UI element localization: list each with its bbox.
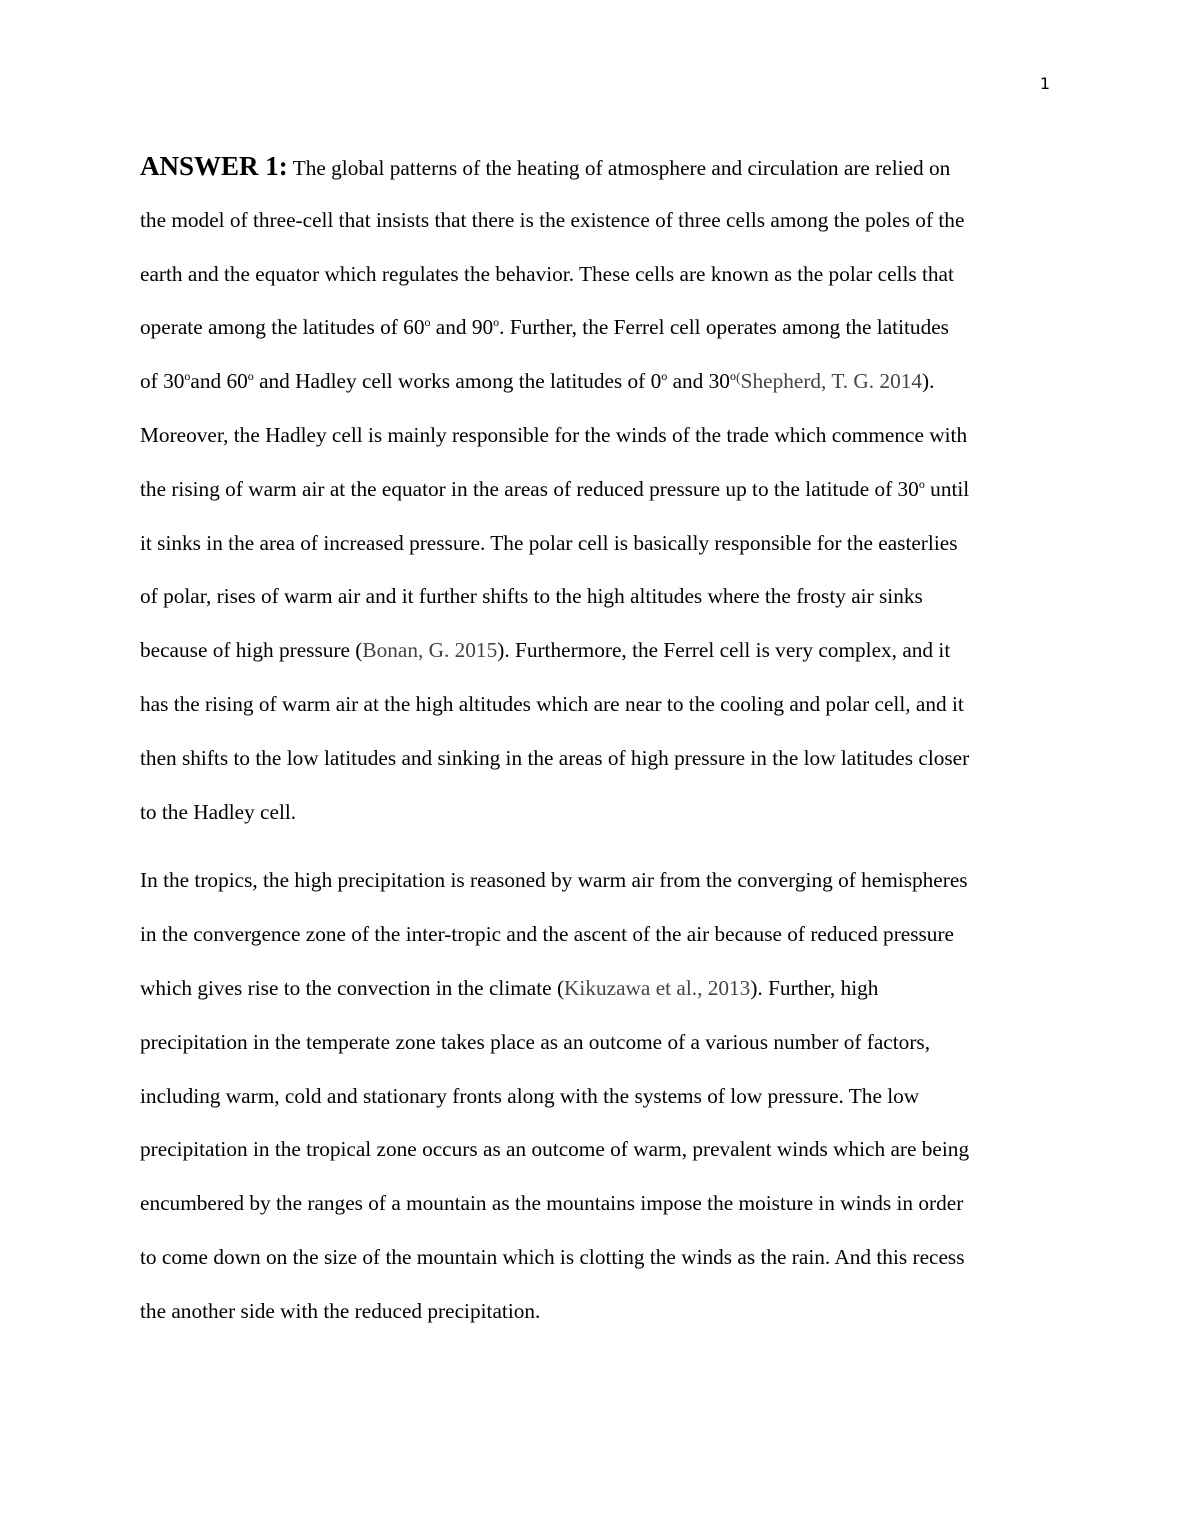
text-line: Moreover, the Hadley cell is mainly responsible for the winds of the trade which commence with bbox=[140, 422, 968, 447]
text-run: operate among the latitudes of 60 bbox=[140, 315, 425, 340]
text-line bbox=[140, 962, 1052, 1016]
citation-bonan: Bonan, G. 2015 bbox=[362, 638, 498, 663]
text-line: to the Hadley cell. bbox=[140, 799, 297, 824]
text-line: in the convergence zone of the inter-tropic and the ascent of the air because of reduced pressure bbox=[140, 922, 955, 947]
text-line: the another side with the reduced precipitation. bbox=[140, 1298, 541, 1323]
text-line: including warm, cold and stationary fronts along with the systems of low pressure. The low bbox=[140, 1083, 920, 1108]
text-line: it sinks in the area of increased pressure. The polar cell is basically responsible for the easterlies bbox=[140, 530, 958, 555]
text-run: ). Furthermore, the Ferrel cell is very complex, and it bbox=[497, 638, 951, 663]
text-run: because of high pressure ( bbox=[140, 638, 363, 663]
text-run: and 90 bbox=[430, 315, 494, 340]
text-run: until bbox=[924, 476, 970, 501]
text-run: The global patterns of the heating of atmosphere and circulation are relied on bbox=[287, 156, 951, 180]
citation-kikuzawa: Kikuzawa et al., 2013 bbox=[564, 975, 751, 1000]
text-line: earth and the equator which regulates the behavior. These cells are known as the polar cells that bbox=[140, 261, 954, 286]
text-run: and Hadley cell works among the latitudes of 0 bbox=[253, 369, 662, 394]
text-line bbox=[140, 624, 1052, 678]
degree-mark: o bbox=[184, 369, 191, 384]
text-line: the model of three-cell that insists that there is the existence of three cells among the poles of the bbox=[140, 207, 965, 232]
degree-mark: o bbox=[661, 369, 668, 384]
citation-shepherd: Shepherd, T. G. 2014 bbox=[740, 369, 923, 394]
text-run: . Further, the Ferrel cell operates among the latitudes bbox=[499, 315, 949, 340]
text-run: which gives rise to the convection in the climate ( bbox=[140, 975, 565, 1000]
degree-mark: o bbox=[729, 369, 736, 384]
degree-mark: o bbox=[247, 369, 254, 384]
text-line: encumbered by the ranges of a mountain as the mountains impose the moisture in winds in order bbox=[140, 1191, 964, 1216]
text-line: precipitation in the temperate zone takes place as an outcome of a various number of factors, bbox=[140, 1029, 931, 1054]
answer-body bbox=[140, 140, 1052, 1339]
degree-mark: o bbox=[493, 315, 500, 330]
degree-mark: o bbox=[918, 476, 925, 491]
text-line: precipitation in the tropical zone occurs as an outcome of warm, prevalent winds which are being bbox=[140, 1137, 970, 1162]
degree-mark: o bbox=[424, 315, 431, 330]
text-line: to come down on the size of the mountain which is clotting the winds as the rain. And this recess bbox=[140, 1244, 965, 1269]
text-line: has the rising of warm air at the high altitudes which are near to the cooling and polar cell, and it bbox=[140, 691, 964, 716]
text-line bbox=[140, 355, 1052, 409]
text-run: and 30 bbox=[667, 369, 730, 394]
answer-heading: ANSWER 1: bbox=[140, 151, 288, 181]
text-line bbox=[140, 301, 1052, 355]
paragraph-1 bbox=[140, 140, 1052, 839]
text-line bbox=[140, 140, 1052, 194]
text-line bbox=[140, 463, 1052, 517]
text-run: of 30 bbox=[140, 369, 185, 394]
page-number: 1 bbox=[1039, 74, 1050, 93]
citation-open-paren: ( bbox=[735, 371, 741, 387]
text-run: ). bbox=[922, 369, 935, 394]
paragraph-2 bbox=[140, 854, 1052, 1338]
text-line: then shifts to the low latitudes and sinking in the areas of high pressure in the low latitudes closer bbox=[140, 745, 970, 770]
text-line: In the tropics, the high precipitation is reasoned by warm air from the converging of hemispheres bbox=[140, 868, 968, 893]
text-run: and 60 bbox=[190, 369, 248, 394]
text-run: the rising of warm air at the equator in the areas of reduced pressure up to the latitude of 30 bbox=[140, 476, 919, 501]
text-run: ). Further, high bbox=[750, 975, 879, 1000]
text-line: of polar, rises of warm air and it further shifts to the high altitudes where the frosty air sinks bbox=[140, 584, 923, 609]
